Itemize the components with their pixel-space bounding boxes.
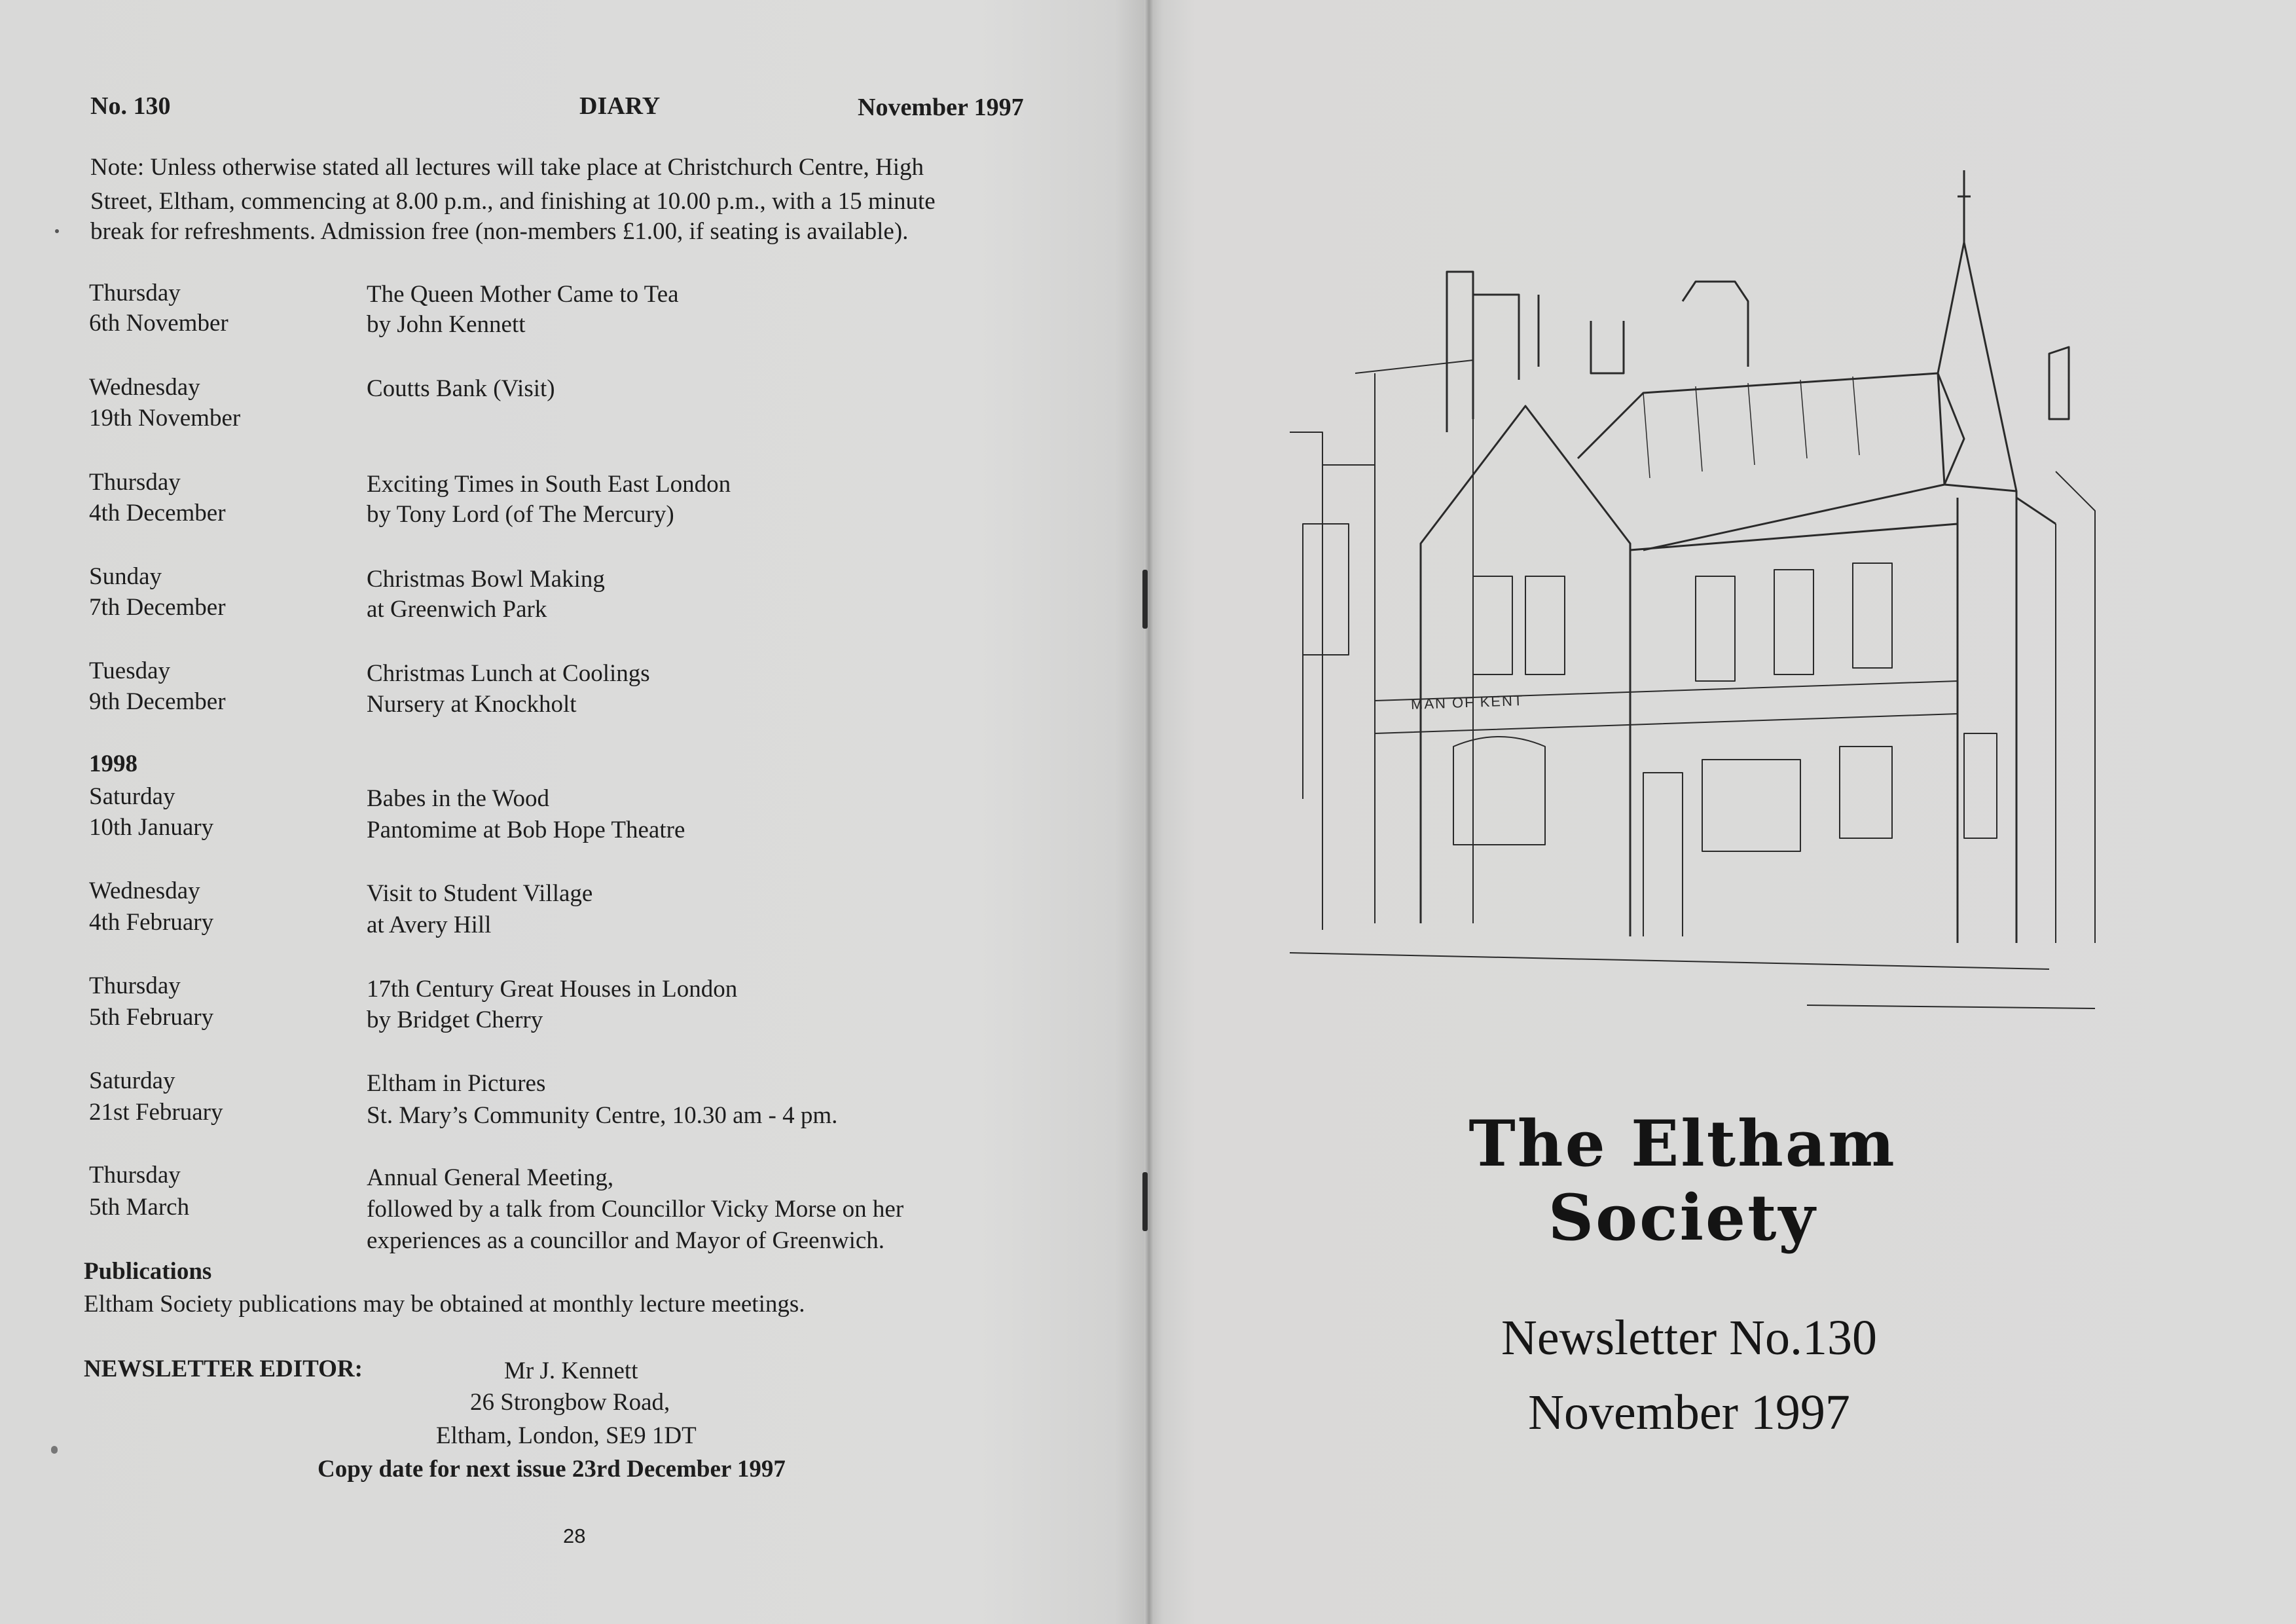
issue-number: No. 130: [90, 92, 171, 120]
cover-page: [1149, 0, 2296, 1624]
event-title: Coutts Bank (Visit): [367, 375, 555, 402]
event-title: Exciting Times in South East London: [367, 471, 731, 498]
event-date: 5th March: [89, 1194, 190, 1221]
event-day: Thursday: [89, 972, 181, 999]
event-title: Babes in the Wood: [367, 785, 549, 812]
event-detail: at Avery Hill: [367, 912, 492, 938]
event-detail: by John Kennett: [367, 311, 526, 338]
event-date: 10th January: [89, 814, 214, 841]
newsletter-number: Newsletter No.130: [1501, 1310, 1878, 1365]
editor-address-town: Eltham, London, SE9 1DT: [436, 1422, 697, 1449]
publications-text: Eltham Society publications may be obtained at monthly lecture meetings.: [84, 1291, 805, 1318]
event-detail: experiences as a councillor and Mayor of Greenwich.: [367, 1227, 885, 1254]
event-date: 7th December: [89, 594, 226, 621]
event-day: Wednesday: [89, 877, 200, 904]
event-day: Thursday: [89, 280, 181, 306]
event-title: The Queen Mother Came to Tea: [367, 281, 679, 308]
event-detail: followed by a talk from Councillor Vicky Morse on her: [367, 1196, 904, 1223]
note-line-1: Note: Unless otherwise stated all lectures will take place at Christchurch Centre, High: [90, 154, 924, 181]
publications-heading: Publications: [84, 1258, 212, 1285]
event-day: Tuesday: [89, 657, 171, 684]
event-date: 9th December: [89, 688, 226, 715]
staple: [1142, 570, 1148, 629]
event-date: 4th December: [89, 500, 226, 526]
issue-date: November 1997: [858, 94, 1024, 121]
newsletter-date: November 1997: [1528, 1385, 1850, 1440]
event-detail: Nursery at Knockholt: [367, 691, 577, 718]
event-day: Saturday: [89, 783, 175, 810]
event-detail: Pantomime at Bob Hope Theatre: [367, 817, 685, 843]
editor-label: NEWSLETTER EDITOR:: [84, 1356, 363, 1382]
diary-heading: DIARY: [579, 92, 661, 120]
event-date: 5th February: [89, 1004, 214, 1031]
event-detail: St. Mary’s Community Centre, 10.30 am - 4 pm.: [367, 1102, 838, 1129]
event-title: Annual General Meeting,: [367, 1164, 614, 1191]
event-day: Saturday: [89, 1067, 175, 1094]
event-day: Wednesday: [89, 374, 200, 401]
editor-name: Mr J. Kennett: [504, 1357, 638, 1384]
society-title: The Eltham Society: [1468, 1107, 1897, 1255]
page-number: 28: [563, 1524, 586, 1547]
speck: [51, 1446, 58, 1454]
event-date: 19th November: [89, 405, 241, 432]
note-line-3: break for refreshments. Admission free (non-members £1.00, if seating is available).: [90, 218, 909, 245]
event-title: Eltham in Pictures: [367, 1070, 546, 1097]
event-title: Visit to Student Village: [367, 880, 593, 907]
copy-date: Copy date for next issue 23rd December 1997: [318, 1456, 786, 1483]
event-day: Thursday: [89, 1162, 181, 1189]
event-title: Christmas Lunch at Coolings: [367, 660, 650, 687]
event-date: 4th February: [89, 909, 214, 936]
speck: [55, 229, 59, 233]
event-day: Thursday: [89, 469, 181, 496]
event-detail: by Tony Lord (of The Mercury): [367, 501, 674, 528]
editor-address-street: 26 Strongbow Road,: [470, 1389, 670, 1416]
pub-sign: MAN OF KENT: [1410, 692, 1524, 712]
event-date: 6th November: [89, 310, 228, 337]
event-detail: at Greenwich Park: [367, 596, 547, 623]
pub-building-drawing: [1277, 157, 2102, 1035]
note-line-2: Street, Eltham, commencing at 8.00 p.m., and finishing at 10.00 p.m., with a 15 minute: [90, 188, 936, 215]
year-heading: 1998: [89, 750, 137, 777]
event-title: Christmas Bowl Making: [367, 566, 605, 593]
event-detail: by Bridget Cherry: [367, 1006, 543, 1033]
spine: [1144, 0, 1154, 1624]
event-date: 21st February: [89, 1099, 223, 1126]
event-title: 17th Century Great Houses in London: [367, 976, 738, 1003]
event-day: Sunday: [89, 563, 162, 590]
staple: [1142, 1172, 1148, 1231]
